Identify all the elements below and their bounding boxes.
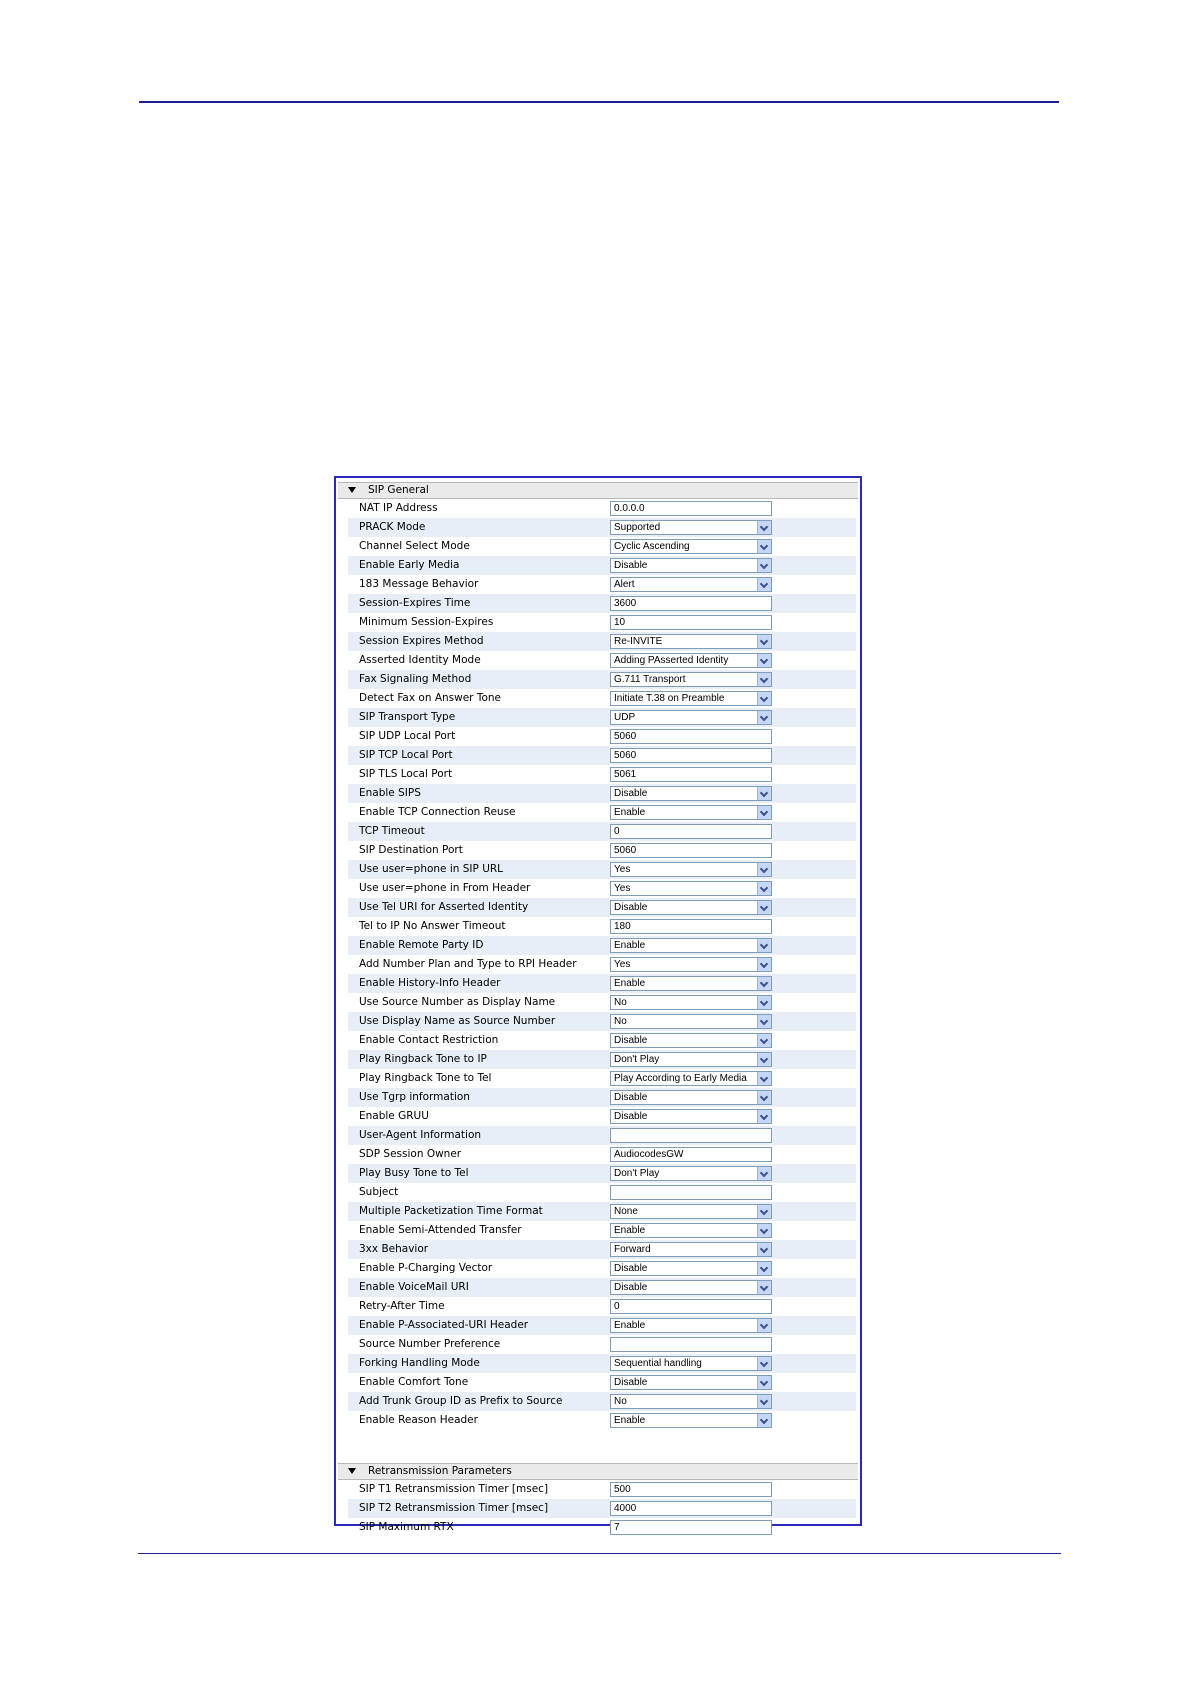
- setting-row: [348, 1354, 856, 1373]
- setting-row: [348, 879, 856, 898]
- setting-row: [348, 1259, 856, 1278]
- dropdown-value: Disable: [614, 1035, 648, 1046]
- setting-dropdown[interactable]: [610, 1166, 772, 1181]
- setting-row: [348, 1050, 856, 1069]
- setting-label: Use Source Number as Display Name: [359, 996, 556, 1008]
- setting-input[interactable]: [610, 1337, 772, 1352]
- section-title: Retransmission Parameters: [368, 1465, 512, 1477]
- chevron-down-icon[interactable]: [757, 1015, 771, 1028]
- setting-label: SIP Transport Type: [359, 711, 456, 723]
- chevron-down-icon[interactable]: [757, 863, 771, 876]
- chevron-down-icon[interactable]: [757, 958, 771, 971]
- setting-row: [348, 784, 856, 803]
- setting-label: Enable VoiceMail URI: [359, 1281, 469, 1293]
- setting-label: 3xx Behavior: [359, 1243, 429, 1255]
- setting-dropdown[interactable]: [610, 805, 772, 820]
- chevron-down-icon[interactable]: [757, 1281, 771, 1294]
- setting-dropdown[interactable]: [610, 938, 772, 953]
- setting-row: [348, 575, 856, 594]
- setting-row: [348, 499, 856, 518]
- dropdown-value: Enable: [614, 1225, 646, 1236]
- setting-row: [348, 822, 856, 841]
- dropdown-value: Yes: [614, 959, 631, 970]
- chevron-down-icon[interactable]: [757, 1053, 771, 1066]
- setting-row: [348, 537, 856, 556]
- setting-label: Multiple Packetization Time Format: [359, 1205, 543, 1217]
- section-header-retransmission-parameters[interactable]: [338, 1463, 858, 1480]
- input-value: 3600: [614, 598, 637, 609]
- setting-input[interactable]: [610, 1520, 772, 1535]
- setting-dropdown[interactable]: [610, 862, 772, 877]
- dropdown-value: Disable: [614, 1377, 648, 1388]
- setting-dropdown[interactable]: [610, 900, 772, 915]
- chevron-down-icon[interactable]: [757, 1262, 771, 1275]
- setting-label: Enable Contact Restriction: [359, 1034, 499, 1046]
- dropdown-value: Enable: [614, 978, 646, 989]
- dropdown-value: Disable: [614, 902, 648, 913]
- dropdown-value: UDP: [614, 712, 636, 723]
- setting-label: Retry-After Time: [359, 1300, 445, 1312]
- setting-row: [348, 594, 856, 613]
- setting-dropdown[interactable]: [610, 1280, 772, 1295]
- setting-label: Use Tgrp information: [359, 1091, 470, 1103]
- dropdown-value: Disable: [614, 1263, 648, 1274]
- setting-row: [348, 936, 856, 955]
- setting-row: [348, 1012, 856, 1031]
- setting-row: [348, 974, 856, 993]
- setting-input[interactable]: [610, 501, 772, 516]
- setting-dropdown[interactable]: [610, 1223, 772, 1238]
- chevron-down-icon[interactable]: [757, 1376, 771, 1389]
- setting-dropdown[interactable]: [610, 577, 772, 592]
- setting-row: [348, 898, 856, 917]
- chevron-down-icon[interactable]: [757, 806, 771, 819]
- setting-label: Enable Semi-Attended Transfer: [359, 1224, 522, 1236]
- setting-label: SIP TLS Local Port: [359, 768, 453, 780]
- setting-label: Add Trunk Group ID as Prefix to Source: [359, 1395, 563, 1407]
- chevron-down-icon[interactable]: [757, 1395, 771, 1408]
- setting-label: Detect Fax on Answer Tone: [359, 692, 502, 704]
- setting-row: [348, 1278, 856, 1297]
- collapse-triangle-icon[interactable]: [348, 1468, 356, 1474]
- dropdown-value: Yes: [614, 864, 631, 875]
- setting-input[interactable]: [610, 1299, 772, 1314]
- setting-dropdown[interactable]: [610, 995, 772, 1010]
- setting-row: [348, 632, 856, 651]
- footer-rule: [138, 1553, 1061, 1554]
- dropdown-value: G.711 Transport: [614, 674, 686, 685]
- setting-dropdown[interactable]: [610, 1033, 772, 1048]
- setting-label: Enable P-Charging Vector: [359, 1262, 493, 1274]
- setting-label: Source Number Preference: [359, 1338, 501, 1350]
- setting-row: [348, 613, 856, 632]
- setting-label: Minimum Session-Expires: [359, 616, 494, 628]
- input-value: 5060: [614, 731, 637, 742]
- setting-label: SDP Session Owner: [359, 1148, 462, 1160]
- setting-dropdown[interactable]: [610, 1071, 772, 1086]
- setting-label: Use user=phone in From Header: [359, 882, 531, 894]
- setting-label: Play Ringback Tone to IP: [359, 1053, 487, 1065]
- setting-row: [348, 1392, 856, 1411]
- dropdown-value: No: [614, 1016, 627, 1027]
- chevron-down-icon[interactable]: [757, 1224, 771, 1237]
- setting-row: [348, 1183, 856, 1202]
- dropdown-value: Enable: [614, 1415, 646, 1426]
- chevron-down-icon[interactable]: [757, 996, 771, 1009]
- input-value: 5060: [614, 845, 637, 856]
- setting-row: [348, 803, 856, 822]
- chevron-down-icon[interactable]: [757, 901, 771, 914]
- setting-dropdown[interactable]: [610, 634, 772, 649]
- setting-label: Enable Early Media: [359, 559, 460, 571]
- setting-dropdown[interactable]: [610, 1090, 772, 1105]
- setting-dropdown[interactable]: [610, 1394, 772, 1409]
- chevron-down-icon[interactable]: [757, 673, 771, 686]
- setting-row: [348, 841, 856, 860]
- setting-label: SIP Maximum RTX: [359, 1521, 454, 1533]
- setting-label: Enable SIPS: [359, 787, 421, 799]
- setting-label: Enable P-Associated-URI Header: [359, 1319, 529, 1331]
- setting-dropdown[interactable]: [610, 881, 772, 896]
- setting-dropdown[interactable]: [610, 1109, 772, 1124]
- setting-input[interactable]: [610, 1128, 772, 1143]
- setting-label: Use Display Name as Source Number: [359, 1015, 556, 1027]
- dropdown-value: Don't Play: [614, 1168, 660, 1179]
- dropdown-value: Sequential handling: [614, 1358, 702, 1369]
- chevron-down-icon[interactable]: [757, 977, 771, 990]
- setting-label: Enable Remote Party ID: [359, 939, 484, 951]
- setting-row: [348, 1126, 856, 1145]
- setting-row: [348, 860, 856, 879]
- chevron-down-icon[interactable]: [757, 540, 771, 553]
- setting-row: [348, 1145, 856, 1164]
- setting-label: Asserted Identity Mode: [359, 654, 481, 666]
- chevron-down-icon[interactable]: [757, 1167, 771, 1180]
- dropdown-value: Cyclic Ascending: [614, 541, 690, 552]
- setting-dropdown[interactable]: [610, 1014, 772, 1029]
- setting-dropdown[interactable]: [610, 1261, 772, 1276]
- dropdown-value: No: [614, 997, 627, 1008]
- setting-label: 183 Message Behavior: [359, 578, 479, 590]
- setting-row: [348, 1297, 856, 1316]
- setting-row: [348, 1088, 856, 1107]
- setting-dropdown[interactable]: [610, 710, 772, 725]
- input-value: 7: [614, 1522, 620, 1533]
- setting-dropdown[interactable]: [610, 1052, 772, 1067]
- setting-row: [348, 765, 856, 784]
- setting-label: Enable TCP Connection Reuse: [359, 806, 516, 818]
- dropdown-value: Disable: [614, 1111, 648, 1122]
- setting-row: [348, 1518, 856, 1537]
- input-value: 0: [614, 1301, 620, 1312]
- dropdown-value: Initiate T.38 on Preamble: [614, 693, 725, 704]
- chevron-down-icon[interactable]: [757, 1205, 771, 1218]
- dropdown-value: Disable: [614, 1092, 648, 1103]
- chevron-down-icon[interactable]: [757, 1034, 771, 1047]
- chevron-down-icon[interactable]: [757, 578, 771, 591]
- setting-dropdown[interactable]: [610, 786, 772, 801]
- setting-label: User-Agent Information: [359, 1129, 482, 1141]
- header-rule: [139, 101, 1059, 103]
- chevron-down-icon[interactable]: [757, 939, 771, 952]
- setting-dropdown[interactable]: [610, 691, 772, 706]
- setting-label: Session Expires Method: [359, 635, 484, 647]
- setting-dropdown[interactable]: [610, 520, 772, 535]
- setting-input[interactable]: [610, 729, 772, 744]
- dropdown-value: No: [614, 1396, 627, 1407]
- setting-input[interactable]: [610, 615, 772, 630]
- chevron-down-icon[interactable]: [757, 654, 771, 667]
- setting-row: [348, 708, 856, 727]
- setting-row: [348, 651, 856, 670]
- setting-label: Fax Signaling Method: [359, 673, 472, 685]
- chevron-down-icon[interactable]: [757, 882, 771, 895]
- chevron-down-icon[interactable]: [757, 1091, 771, 1104]
- setting-label: NAT IP Address: [359, 502, 438, 514]
- chevron-down-icon[interactable]: [757, 1414, 771, 1427]
- setting-dropdown[interactable]: [610, 1204, 772, 1219]
- setting-row: [348, 1373, 856, 1392]
- setting-row: [348, 1221, 856, 1240]
- setting-input[interactable]: [610, 1185, 772, 1200]
- input-value: AudiocodesGW: [614, 1149, 684, 1160]
- setting-dropdown[interactable]: [610, 1242, 772, 1257]
- setting-input[interactable]: [610, 1482, 772, 1497]
- chevron-down-icon[interactable]: [757, 692, 771, 705]
- setting-row: [348, 1107, 856, 1126]
- setting-label: Subject: [359, 1186, 399, 1198]
- setting-input[interactable]: [610, 843, 772, 858]
- setting-row: [348, 727, 856, 746]
- setting-dropdown[interactable]: [610, 1356, 772, 1371]
- setting-row: [348, 1480, 856, 1499]
- chevron-down-icon[interactable]: [757, 1072, 771, 1085]
- setting-label: Enable Reason Header: [359, 1414, 478, 1426]
- setting-label: SIP Destination Port: [359, 844, 463, 856]
- setting-label: Tel to IP No Answer Timeout: [359, 920, 506, 932]
- setting-dropdown[interactable]: [610, 1413, 772, 1428]
- setting-row: [348, 917, 856, 936]
- setting-input[interactable]: [610, 1501, 772, 1516]
- setting-row: [348, 1335, 856, 1354]
- chevron-down-icon[interactable]: [757, 1243, 771, 1256]
- setting-label: SIP UDP Local Port: [359, 730, 456, 742]
- input-value: 0: [614, 826, 620, 837]
- setting-input[interactable]: [610, 748, 772, 763]
- chevron-down-icon[interactable]: [757, 787, 771, 800]
- setting-row: [348, 1316, 856, 1335]
- setting-dropdown[interactable]: [610, 539, 772, 554]
- dropdown-value: Adding PAsserted Identity: [614, 655, 729, 666]
- setting-row: [348, 556, 856, 575]
- setting-row: [348, 746, 856, 765]
- sip-settings-panel: [334, 476, 862, 1533]
- setting-label: Enable History-Info Header: [359, 977, 501, 989]
- setting-row: [348, 689, 856, 708]
- dropdown-value: None: [614, 1206, 638, 1217]
- dropdown-value: Disable: [614, 560, 648, 571]
- dropdown-value: Enable: [614, 807, 646, 818]
- setting-label: Use user=phone in SIP URL: [359, 863, 504, 875]
- setting-row: [348, 1202, 856, 1221]
- setting-dropdown[interactable]: [610, 976, 772, 991]
- setting-dropdown[interactable]: [610, 653, 772, 668]
- input-value: 5061: [614, 769, 637, 780]
- chevron-down-icon[interactable]: [757, 635, 771, 648]
- dropdown-value: Don't Play: [614, 1054, 660, 1065]
- input-value: 0.0.0.0: [614, 503, 645, 514]
- setting-label: Session-Expires Time: [359, 597, 471, 609]
- setting-row: [348, 1031, 856, 1050]
- input-value: 180: [614, 921, 631, 932]
- setting-input[interactable]: [610, 1147, 772, 1162]
- setting-label: TCP Timeout: [359, 825, 425, 837]
- dropdown-value: Forward: [614, 1244, 651, 1255]
- dropdown-value: Disable: [614, 788, 648, 799]
- section-header-sip-general[interactable]: [338, 482, 858, 499]
- setting-input[interactable]: [610, 824, 772, 839]
- dropdown-value: Supported: [614, 522, 661, 533]
- setting-dropdown[interactable]: [610, 957, 772, 972]
- chevron-down-icon[interactable]: [757, 1319, 771, 1332]
- setting-row: [348, 1069, 856, 1088]
- setting-label: SIP T1 Retransmission Timer [msec]: [359, 1483, 549, 1495]
- setting-label: SIP T2 Retransmission Timer [msec]: [359, 1502, 549, 1514]
- setting-row: [348, 955, 856, 974]
- setting-dropdown[interactable]: [610, 1318, 772, 1333]
- setting-row: [348, 1499, 856, 1518]
- setting-label: Play Busy Tone to Tel: [359, 1167, 469, 1179]
- chevron-down-icon[interactable]: [757, 559, 771, 572]
- input-value: 500: [614, 1484, 631, 1495]
- setting-input[interactable]: [610, 596, 772, 611]
- input-value: 10: [614, 617, 626, 628]
- setting-label: Play Ringback Tone to Tel: [359, 1072, 492, 1084]
- setting-label: Channel Select Mode: [359, 540, 470, 552]
- setting-input[interactable]: [610, 767, 772, 782]
- setting-label: Enable Comfort Tone: [359, 1376, 469, 1388]
- dropdown-value: Play According to Early Media: [614, 1073, 747, 1084]
- setting-dropdown[interactable]: [610, 672, 772, 687]
- setting-label: Enable GRUU: [359, 1110, 429, 1122]
- setting-dropdown[interactable]: [610, 558, 772, 573]
- input-value: 4000: [614, 1503, 637, 1514]
- setting-row: [348, 993, 856, 1012]
- setting-label: Use Tel URI for Asserted Identity: [359, 901, 529, 913]
- dropdown-value: Disable: [614, 1282, 648, 1293]
- setting-row: [348, 1411, 856, 1430]
- dropdown-value: Alert: [614, 579, 635, 590]
- chevron-down-icon[interactable]: [757, 1357, 771, 1370]
- chevron-down-icon[interactable]: [757, 711, 771, 724]
- setting-label: PRACK Mode: [359, 521, 426, 533]
- setting-row: [348, 1240, 856, 1259]
- setting-row: [348, 1164, 856, 1183]
- dropdown-value: Yes: [614, 883, 631, 894]
- dropdown-value: Enable: [614, 940, 646, 951]
- setting-input[interactable]: [610, 919, 772, 934]
- chevron-down-icon[interactable]: [757, 1110, 771, 1123]
- input-value: 5060: [614, 750, 637, 761]
- setting-dropdown[interactable]: [610, 1375, 772, 1390]
- collapse-triangle-icon[interactable]: [348, 487, 356, 493]
- setting-label: SIP TCP Local Port: [359, 749, 453, 761]
- dropdown-value: Enable: [614, 1320, 646, 1331]
- setting-label: Add Number Plan and Type to RPI Header: [359, 958, 577, 970]
- setting-row: [348, 518, 856, 537]
- dropdown-value: Re-INVITE: [614, 636, 663, 647]
- chevron-down-icon[interactable]: [757, 521, 771, 534]
- section-title: SIP General: [368, 484, 429, 496]
- setting-label: Forking Handling Mode: [359, 1357, 480, 1369]
- setting-row: [348, 670, 856, 689]
